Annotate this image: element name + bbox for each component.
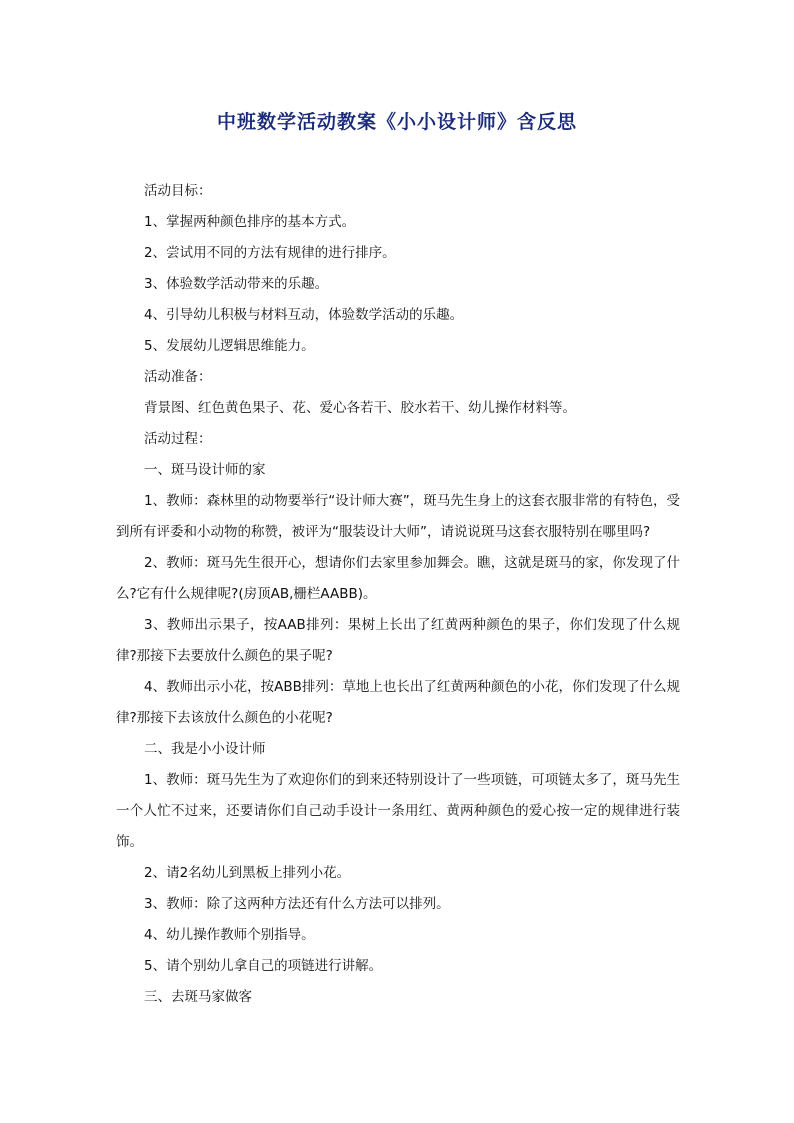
paragraph-section-1-step-1: 1、教师：森林里的动物要举行“设计师大赛”，斑马先生身上的这套衣服非常的有特色，受到所有评委和小动物的称赞，被评为“服装设计大师”，请说说斑马这套衣服特别在哪里吗? bbox=[116, 493, 680, 540]
paragraph-section-2-step-4: 4、幼儿操作教师个别指导。 bbox=[144, 927, 315, 943]
paragraph-goal-3: 3、体验数学活动带来的乐趣。 bbox=[144, 276, 329, 292]
paragraph-section-2-step-2: 2、请2名幼儿到黑板上排列小花。 bbox=[144, 865, 351, 881]
paragraph-goal-2: 2、尝试用不同的方法有规律的进行排序。 bbox=[144, 245, 396, 261]
paragraph-goals-heading: 活动目标： bbox=[144, 183, 212, 199]
paragraph-section-1-step-2: 2、教师：斑马先生很开心，想请你们去家里参加舞会。瞧，这就是斑马的家，你发现了什么?它有什么规律呢?(房顶AB,栅栏AABB)。 bbox=[116, 555, 680, 602]
paragraph-section-2-step-5: 5、请个别幼儿拿自己的项链进行讲解。 bbox=[144, 958, 383, 974]
paragraph-section-2-step-3: 3、教师：除了这两种方法还有什么方法可以排列。 bbox=[144, 896, 450, 912]
paragraph-section-1-step-4: 4、教师出示小花，按ABB排列：草地上也长出了红黄两种颜色的小花，你们发现了什么规律?那接下去该放什么颜色的小花呢? bbox=[116, 679, 680, 726]
document-body bbox=[116, 176, 680, 1013]
paragraph-process-heading: 活动过程： bbox=[144, 431, 212, 447]
paragraph-section-3-heading: 三、去斑马家做客 bbox=[144, 989, 252, 1005]
paragraph-goal-1: 1、掌握两种颜色排序的基本方式。 bbox=[144, 214, 356, 230]
paragraph-goal-5: 5、发展幼儿逻辑思维能力。 bbox=[144, 338, 315, 354]
paragraph-section-1-step-3: 3、教师出示果子，按AAB排列：果树上长出了红黄两种颜色的果子，你们发现了什么规律?那接下去要放什么颜色的果子呢? bbox=[116, 617, 680, 664]
document-title: 中班数学活动教案《小小设计师》含反思 bbox=[216, 111, 577, 133]
paragraph-preparation: 背景图、红色黄色果子、花、爱心各若干、胶水若干、幼儿操作材料等。 bbox=[144, 400, 576, 416]
paragraph-preparation-heading: 活动准备： bbox=[144, 369, 212, 385]
paragraph-section-2-step-1: 1、教师：斑马先生为了欢迎你们的到来还特别设计了一些项链，可项链太多了，斑马先生一个人忙不过来，还要请你们自己动手设计一条用红、黄两种颜色的爱心按一定的规律进行装饰。 bbox=[116, 772, 680, 850]
paragraph-goal-4: 4、引导幼儿积极与材料互动，体验数学活动的乐趣。 bbox=[144, 307, 464, 323]
paragraph-section-2-heading: 二、我是小小设计师 bbox=[144, 741, 266, 757]
paragraph-section-1-heading: 一、斑马设计师的家 bbox=[144, 462, 266, 478]
